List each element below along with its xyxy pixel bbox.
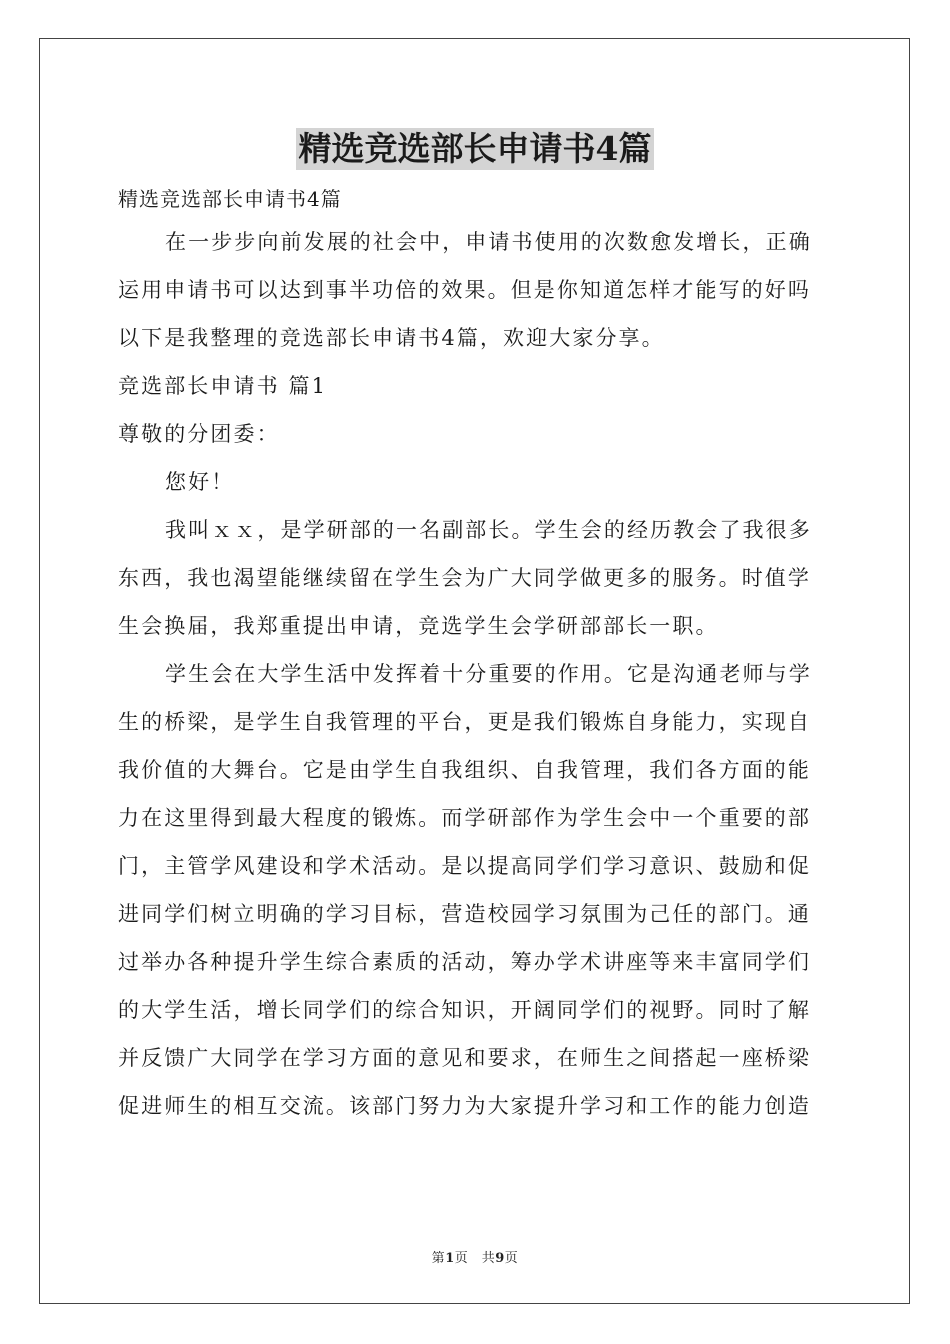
- page-total: 9: [495, 1251, 505, 1266]
- title-wrap: [0, 128, 950, 170]
- page-mid: 页 共: [454, 1251, 496, 1266]
- paragraph-line: 学生会在大学生活中发挥着十分重要的作用。它是沟通老师与学: [165, 662, 812, 686]
- page-prefix: 第: [431, 1251, 446, 1266]
- section-heading: 竞选部长申请书 篇1: [118, 374, 328, 398]
- page-suffix: 页: [504, 1251, 519, 1266]
- paragraph-line: 进同学们树立明确的学习目标，营造校园学习氛围为己任的部门。通: [118, 902, 811, 926]
- page-footer: [0, 1247, 950, 1266]
- paragraph-line: 门，主管学风建设和学术活动。是以提高同学们学习意识、鼓励和促: [118, 854, 811, 878]
- paragraph-line: 的大学生活，增长同学们的综合知识，开阔同学们的视野。同时了解: [118, 998, 811, 1022]
- paragraph-line: 以下是我整理的竞选部长申请书4篇，欢迎大家分享。: [118, 326, 665, 350]
- document-body: [118, 180, 834, 1130]
- paragraph-line: 我叫ｘｘ，是学研部的一名副部长。学生会的经历教会了我很多: [165, 518, 812, 542]
- document-title: 精选竞选部长申请书4篇: [296, 128, 655, 170]
- paragraph-line: 运用申请书可以达到事半功倍的效果。但是你知道怎样才能写的好吗: [118, 278, 811, 302]
- paragraph-line: 我价值的大舞台。它是由学生自我组织、自我管理，我们各方面的能: [118, 758, 811, 782]
- document-subtitle: 精选竞选部长申请书4篇: [118, 187, 342, 211]
- page-current: 1: [445, 1251, 455, 1266]
- paragraph-line: 过举办各种提升学生综合素质的活动，筹办学术讲座等来丰富同学们: [118, 950, 811, 974]
- paragraph-line: 生的桥梁，是学生自我管理的平台，更是我们锻炼自身能力，实现自: [118, 710, 811, 734]
- salutation: 尊敬的分团委：: [118, 422, 280, 446]
- paragraph-line: 并反馈广大同学在学习方面的意见和要求，在师生之间搭起一座桥梁: [118, 1046, 811, 1070]
- paragraph-line: 生会换届，我郑重提出申请，竞选学生会学研部部长一职。: [118, 614, 719, 638]
- paragraph-line: 东西，我也渴望能继续留在学生会为广大同学做更多的服务。时值学: [118, 566, 811, 590]
- paragraph-line: 力在这里得到最大程度的锻炼。而学研部作为学生会中一个重要的部: [118, 806, 811, 830]
- paragraph-line: 在一步步向前发展的社会中，申请书使用的次数愈发增长，正确: [165, 230, 812, 254]
- paragraph-line: 促进师生的相互交流。该部门努力为大家提升学习和工作的能力创造: [118, 1094, 811, 1118]
- greeting: 您好！: [165, 470, 235, 494]
